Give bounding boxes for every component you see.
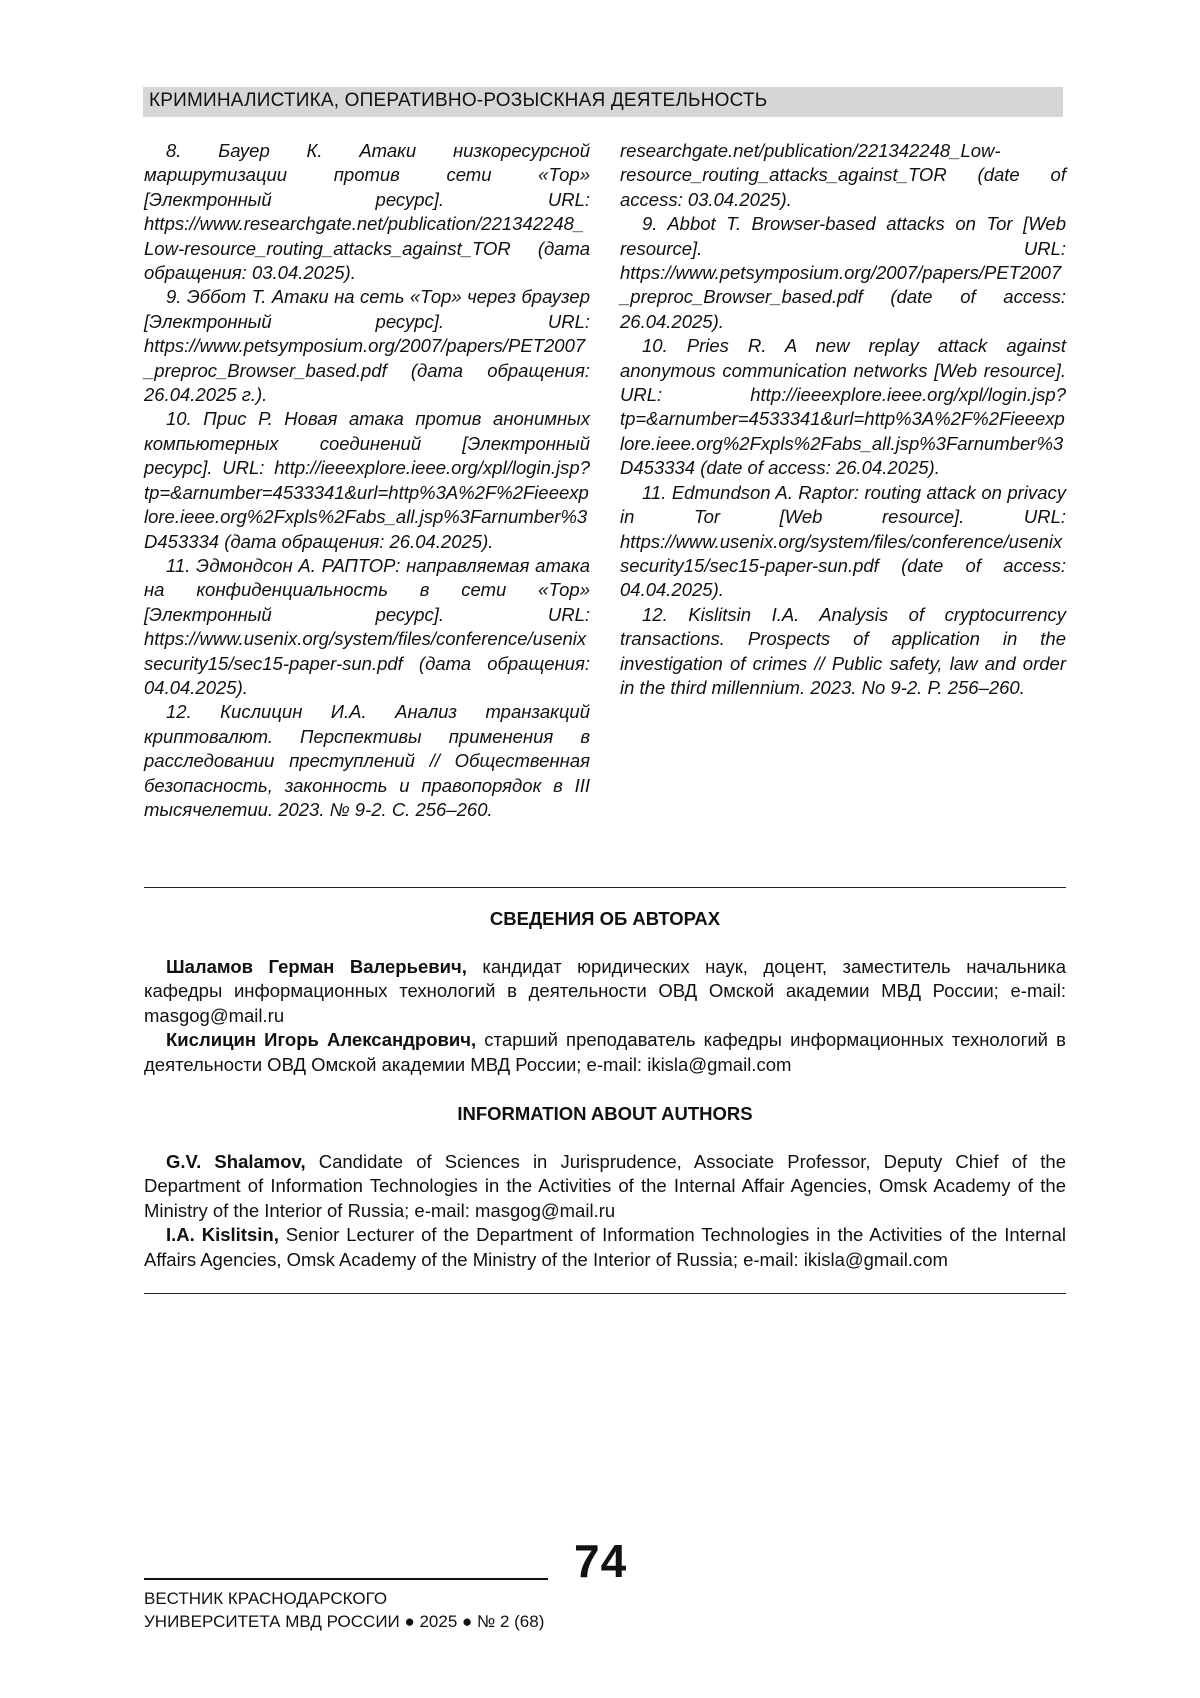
section-header-band xyxy=(143,87,1063,117)
author-ru-entry xyxy=(144,955,1066,1028)
author-ru-entry xyxy=(144,1028,1066,1077)
section-title: КРИМИНАЛИСТИКА, ОПЕРАТИВНО-РОЗЫСКНАЯ ДЕЯТЕЛЬНОСТЬ xyxy=(149,90,768,111)
author-en-name: G.V. Shalamov, xyxy=(166,1151,306,1172)
journal-line-2: УНИВЕРСИТЕТА МВД РОССИИ ● 2025 ● № 2 (68) xyxy=(144,1612,545,1631)
reference-en-10: 10. Pries R. A new replay attack against anonymous communication networks [Web resource]. URL: http://ieeexplore.ieee.org/xpl/login.jsp?tp=&arnumber=4533341&url=http%3A%2F%2Fieeexplore.ieee.org%2Fxpls%2Fabs_all.jsp%3Farnumber%3D453334 (date of access: 26.04.2025). xyxy=(620,335,1066,479)
reference-ru-8: 8. Бауер К. Атаки низкоресурсной маршрутизации против сети «Тор» [Электронный ресурс]. URL: https://www.researchgate.net/publication/221342248_Low-resource_routing_attacks_against_TOR (дата обращения: 03.04.2025). xyxy=(144,140,590,284)
journal-line-1: ВЕСТНИК КРАСНОДАРСКОГО xyxy=(144,1589,388,1608)
divider-bottom xyxy=(144,1293,1066,1294)
author-ru-details: старший преподаватель кафедры информационных технологий в деятельности ОВД Омской академии МВД России; e-mail: ikisla@gmail.com xyxy=(144,1029,1066,1075)
author-en-entry xyxy=(144,1223,1066,1272)
reference-ru-10: 10. Прис Р. Новая атака против анонимных компьютерных соединений [Электронный ресурс]. URL: http://ieeexplore.ieee.org/xpl/login.jsp?tp=&arnumber=4533341&url=http%3A%2F%2Fieeexplore.ieee.org%2Fxpls%2Fabs_all.jsp%3Farnumber%3D453334 (дата обращения: 26.04.2025). xyxy=(144,408,590,552)
authors-en-title: INFORMATION ABOUT AUTHORS xyxy=(457,1103,753,1124)
authors-ru-block xyxy=(144,955,1066,1077)
author-en-details: Candidate of Sciences in Jurisprudence, Associate Professor, Deputy Chief of the Department of Information Technologies in the Activities of the Internal Affair Agencies, Omsk Academy of the Ministry of the Interior of Russia; e-mail: masgog@mail.ru xyxy=(144,1151,1066,1221)
reference-en-9: 9. Abbot T. Browser-based attacks on Tor [Web resource]. URL: https://www.petsymposium.org/2007/papers/PET2007_preproc_Browser_based.pdf (date of access: 26.04.2025). xyxy=(620,213,1066,332)
reference-ru-11: 11. Эдмондсон А. РАПТОР: направляемая атака на конфиденциальность в сети «Тор» [Электронный ресурс]. URL: https://www.usenix.org/system/files/conference/usenixsecurity15/sec15-paper-sun.pdf (дата обращения: 04.04.2025). xyxy=(144,554,590,698)
divider-top xyxy=(144,887,1066,888)
reference-ru-9: 9. Эббот Т. Атаки на сеть «Тор» через браузер [Электронный ресурс]. URL: https://www.petsymposium.org/2007/papers/PET2007_preproc_Browser_based.pdf (дата обращения: 26.04.2025 г.). xyxy=(144,286,590,406)
authors-ru-title: СВЕДЕНИЯ ОБ АВТОРАХ xyxy=(489,908,721,929)
authors-en-block xyxy=(144,1150,1066,1272)
references-en-column xyxy=(620,139,1066,700)
journal-name xyxy=(144,1587,544,1633)
author-ru-name: Кислицин Игорь Александрович, xyxy=(166,1029,477,1051)
references-ru-column xyxy=(144,139,590,822)
author-ru-details: кандидат юридических наук, доцент, заместитель начальника кафедры информационных технологий в деятельности ОВД Омской академии МВД России; e-mail: masgog@mail.ru xyxy=(144,956,1066,1026)
reference-ru-12: 12. Кислицин И.А. Анализ транзакций криптовалют. Перспективы применения в расследовании преступлений // Общественная безопасность, законность и правопорядок в III тысячелетии. 2023. № 9-2. С. 256–260. xyxy=(144,701,590,820)
author-ru-name: Шаламов Герман Валерьевич, xyxy=(166,956,467,977)
author-en-name: I.A. Kislitsin, xyxy=(166,1224,279,1246)
reference-en-11: 11. Edmundson A. Raptor: routing attack on privacy in Tor [Web resource]. URL: https://www.usenix.org/system/files/conference/usenixsecurity15/sec15-paper-sun.pdf (date of access: 04.04.2025). xyxy=(620,481,1066,601)
author-en-details: Senior Lecturer of the Department of Information Technologies in the Activities of the Internal Affairs Agencies, Omsk Academy of the Ministry of the Interior of Russia; e-mail: ikisla@gmail.com xyxy=(144,1224,1066,1270)
reference-en-8-continued: researchgate.net/publication/221342248_Low-resource_routing_attacks_against_TOR (date of access: 03.04.2025). xyxy=(620,140,1066,210)
page-number: 74 xyxy=(574,1535,628,1587)
reference-en-12: 12. Kislitsin I.A. Analysis of cryptocurrency transactions. Prospects of application in the investigation of crimes // Public safety, law and order in the third millennium. 2023. No 9-2. P. 256–260. xyxy=(620,603,1066,698)
author-en-entry xyxy=(144,1150,1066,1223)
footer-rule xyxy=(144,1578,548,1580)
